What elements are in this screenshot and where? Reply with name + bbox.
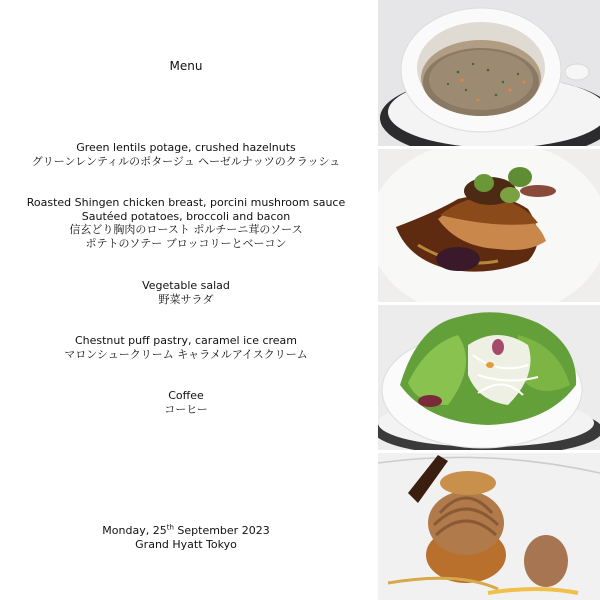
menu-footer — [0, 524, 372, 551]
salad-photo — [378, 305, 600, 450]
course-side-ja: ポテトのソテー ブロッコリーとベーコン — [85, 236, 287, 250]
chicken-photo — [378, 149, 600, 302]
course-salad — [0, 279, 372, 306]
course-coffee — [0, 389, 372, 416]
course-soup — [0, 141, 372, 168]
course-name-en: Chestnut puff pastry, caramel ice cream — [74, 334, 298, 347]
menu-title: Menu — [169, 59, 203, 73]
menu-date: Monday, 25th September 2023 — [102, 523, 270, 537]
course-dessert — [0, 334, 372, 361]
menu-venue: Grand Hyatt Tokyo — [135, 537, 237, 551]
course-name-en: Green lentils potage, crushed hazelnuts — [76, 141, 296, 154]
course-name-ja: マロンシュークリーム キャラメルアイスクリーム — [64, 347, 308, 361]
dessert-photo — [378, 453, 600, 600]
course-name-en: Roasted Shingen chicken breast, porcini mushroom sauce — [26, 196, 346, 209]
photo-column — [378, 0, 600, 600]
course-name-ja: 野菜サラダ — [158, 292, 214, 306]
course-side-en: Sautéed potatoes, broccoli and bacon — [81, 209, 291, 223]
soup-photo — [378, 0, 600, 146]
course-main — [0, 196, 372, 250]
course-name-en: Vegetable salad — [142, 279, 230, 292]
course-name-en: Coffee — [168, 389, 204, 402]
course-name-ja: コーヒー — [164, 402, 208, 416]
course-name-ja: 信玄どり胸肉のロースト ポルチーニ茸のソース — [69, 223, 303, 236]
course-name-ja: グリーンレンティルのポタージュ ヘーゼルナッツのクラッシュ — [31, 154, 341, 168]
